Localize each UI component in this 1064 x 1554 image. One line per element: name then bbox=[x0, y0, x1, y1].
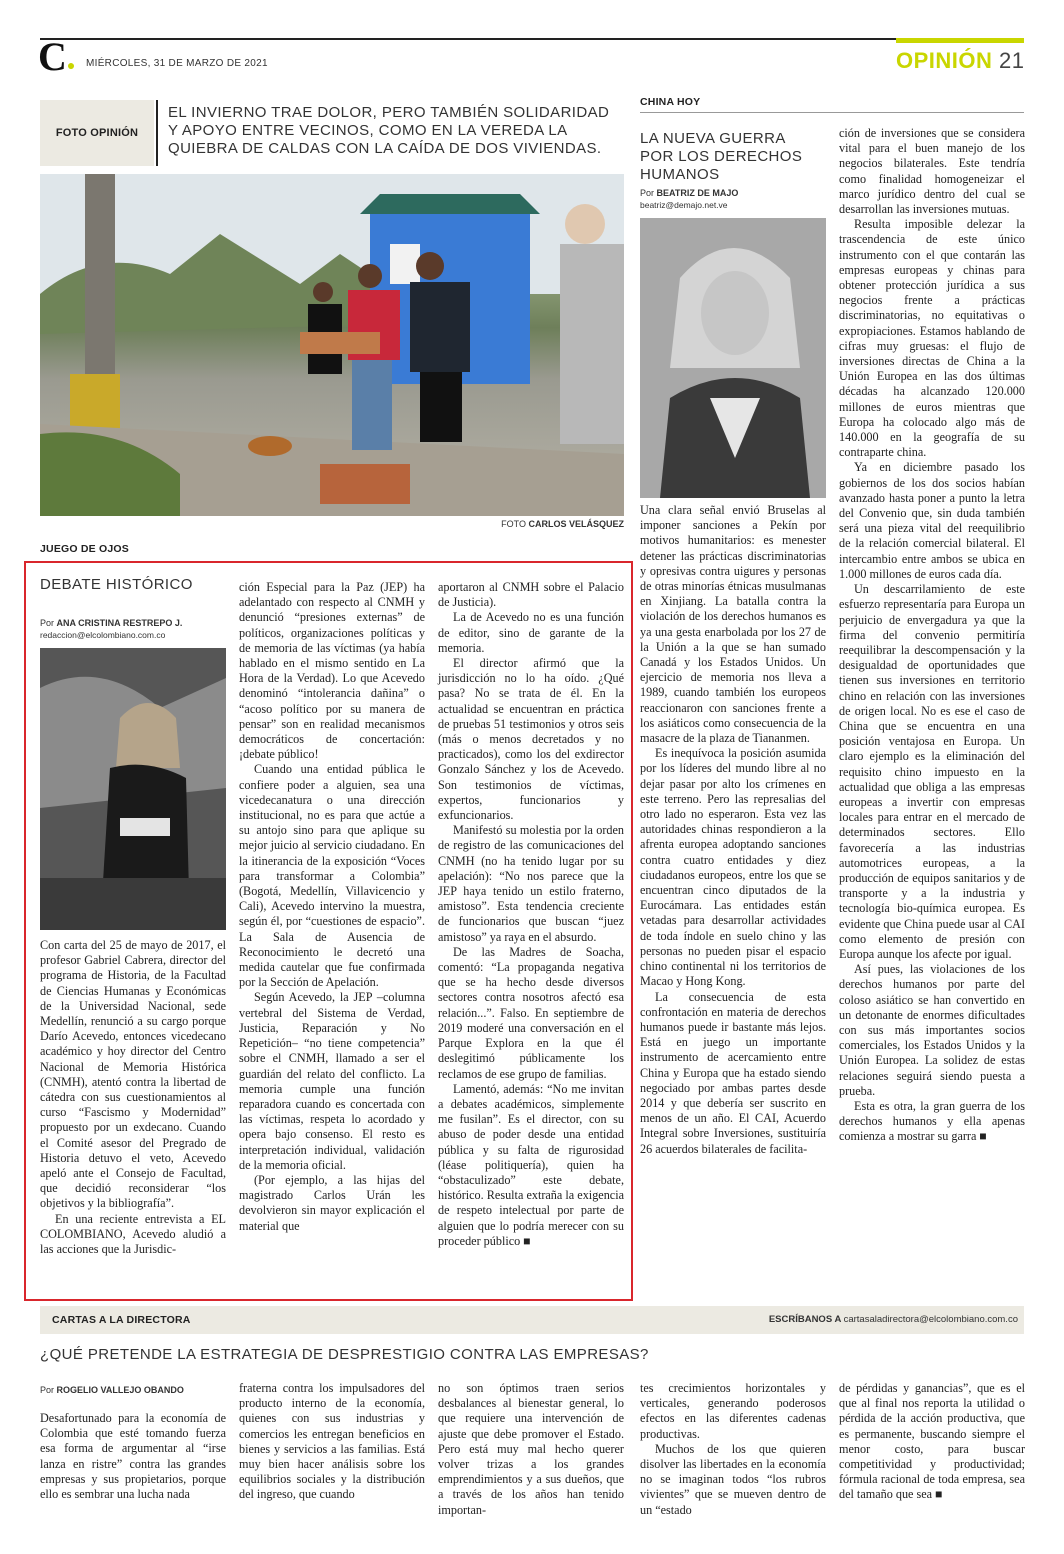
cartas-col2 bbox=[239, 1381, 425, 1503]
china-col1 bbox=[640, 503, 826, 1157]
paragraph: Esta es otra, la gran guerra de los derechos humanos y ella apenas comienza a mostrar su garra ■ bbox=[839, 1099, 1025, 1144]
juego-col1 bbox=[40, 938, 226, 1257]
author-photo-restrepo bbox=[40, 648, 226, 930]
photo-caption: EL INVIERNO TRAE DOLOR, PERO TAMBIÉN SOLIDARIDAD Y APOYO ENTRE VECINOS, COMO EN LA VEREDA LA QUIEBRA DE CALDAS CON LA CAÍDA DE DOS VIVIENDAS. bbox=[168, 104, 610, 157]
juego-section-label: JUEGO DE OJOS bbox=[40, 543, 129, 555]
juego-title: DEBATE HISTÓRICO bbox=[40, 576, 193, 593]
paragraph: de pérdidas y ganancias”, que es el que al final nos reporta la utilidad o pérdida de la acción productiva, que es permanente, buscando siempre el menor costo, para buscar competitividad y productividad; fórmula racional de toda empresa, sea del tamaño que sea ■ bbox=[839, 1381, 1025, 1502]
china-col2 bbox=[839, 126, 1025, 1145]
china-rule bbox=[640, 112, 1024, 113]
paragraph: Es inequívoca la posición asumida por los líderes del mundo libre al no dejar pasar por alto los crímenes en este terreno. Pero las represalias del otro lado no esperaron. Esta vez las autoridades chinas respondieron a la afrenta europea adoptando sanciones contra cuatro entidades y diez ciudadanos europeos, entre los que se encuentran cinco diputados de la Eurocámara. Las entidades están vetadas para desarrollar actividades de toda índole en suelo chino y las personas no pueden pisar el espacio chino continental ni los territorios de Macao y Hong Kong. bbox=[640, 746, 826, 989]
caption-divider bbox=[156, 100, 158, 166]
juego-byline: Por ANA CRISTINA RESTREPO J. bbox=[40, 618, 183, 628]
paragraph: Muchos de los que quieren disolver las libertades en la economía no se imaginan todos “los rubros vivientes” que se mueven dentro de un “estado bbox=[640, 1441, 826, 1517]
paragraph: aportaron al CNMH sobre el Palacio de Justicia). bbox=[438, 580, 624, 610]
paragraph: El director afirmó que la jurisdicción no lo ha oído. ¿Qué pasa? No se trata de él. En la actualidad se encuentran en práctica de pruebas 51 testimonios y otros seis (más o menos decretados y no practicados), como los del exdirector Gonzalo Sánchez y los de Acevedo. Son testimonios de víctimas, expertos, funcionarios y exfuncionarios. bbox=[438, 656, 624, 823]
paragraph: Desafortunado para la economía de Colombia que esté tomando fuerza esa forma de argumentar al “irse lanza en ristre” contra las grandes empresas y sus propietarios, porque ello es sembrar una lucha nada bbox=[40, 1411, 226, 1502]
paragraph: En una reciente entrevista a EL COLOMBIANO, Acevedo aludió a las acciones que la Jurisdic- bbox=[40, 1211, 226, 1257]
paragraph: fraterna contra los impulsadores del producto interno de la economía, quienes con sus industrias y comercios les entregan beneficios en bienes y servicios a las familias. Está muy bien hacer análisis sobre los equilibrios sociales y la distribución del ingreso, que cuando bbox=[239, 1381, 425, 1502]
juego-col2 bbox=[239, 580, 425, 1234]
paragraph: Manifestó su molestia por la orden de registro de las comunicaciones del CNMH (no ha tenido lugar por su apelación): “No nos parece que la JEP haya tenido un estilo fraterno, amistoso”. Esta tendencia creciente de funcionarios que buscan “juez amistoso” ya raya en el absurdo. bbox=[438, 823, 624, 944]
issue-date: MIÉRCOLES, 31 DE MARZO DE 2021 bbox=[86, 58, 268, 69]
paragraph: tes crecimientos horizontales y verticales, generando poderosos efectos en las diferentes cadenas productivas. bbox=[640, 1381, 826, 1441]
paragraph: Así pues, las violaciones de los derechos humanos por parte del coloso asiático se han convertido en un detonante de enormes dificultades con sus más importantes socios comerciales, los Estados Unidos y la Unión Europea. La solidez de estas relaciones seguirá siendo puesta a prueba. bbox=[839, 962, 1025, 1098]
cartas-write-to: ESCRÍBANOS A cartasaladirectora@elcolombiano.com.co bbox=[768, 1314, 1018, 1325]
paragraph: (Por ejemplo, a las hijas del magistrado Carlos Urán les devolvieron sin mayor explicación el material que bbox=[239, 1172, 425, 1233]
cartas-section-label: CARTAS A LA DIRECTORA bbox=[52, 1314, 191, 1326]
paragraph: Una clara señal envió Bruselas al imponer sanciones a Pekín por motivos humanitarios: es menester detener las prácticas discriminatorias y opresivas contra uigures y personas de otras minorías étnicas musulmanas en Xinjiang. La batalla contra la violación de los derechos humanos es ya una gesta enarbolada por los 27 de la Unión a la que se han sumado Canadá y los Estados Unidos. Un ejercicio de memoria nos lleva a 1989, cuando también los europeos reaccionaron con sanciones frente a los asiáticos como consecuencia de la masacre de la plaza de Tiananmen. bbox=[640, 503, 826, 746]
cartas-col1 bbox=[40, 1411, 226, 1502]
cartas-col5 bbox=[839, 1381, 1025, 1503]
cartas-col3 bbox=[438, 1381, 624, 1518]
cartas-col4 bbox=[640, 1381, 826, 1518]
cartas-email-link[interactable]: cartasaladirectora@elcolombiano.com.co bbox=[843, 1314, 1018, 1325]
paragraph: Resulta imposible delezar la trascendencia de este único instrumento con el que contarán las empresas europeas y chinas para obtener protección jurídica a sus negocios frente a prácticas discriminatorias, no equitativas o expropiaciones. Estamos hablando de cifras muy gruesas: el flujo de inversiones directas de China a la Unión Europea en las dos últimas décadas ha alcanzado 120.000 millones de euros mientras que Europa ha colocado algo más de 140.000 en la geografía de su contraparte china. bbox=[839, 217, 1025, 460]
paragraph: ción de inversiones que se considera vital para el buen manejo de los negocios bilaterales. Este tendría como finalidad homogeneizar el marco jurídico dentro del cual se desarrollan las inversiones mutuas. bbox=[839, 126, 1025, 217]
header-rule bbox=[40, 38, 1024, 40]
juego-email: redaccion@elcolombiano.com.co bbox=[40, 630, 166, 640]
paragraph: Cuando una entidad pública le confiere poder a alguien, sea una vicedecanatura o una dirección institucional, no es para que actúe a su antojo sino para que aplique su mejor juicio al servicio ciudadano. En la itinerancia de la exposición “Voces para transformar a Colombia” (Bogotá, Medellín, Villavicencio y Cali), Acevedo intervino la muestra, según él, por “cuestiones de espacio”. La Sala de Ausencia de Reconocimiento le decretó una medida cautelar que fue confirmada por la Sección de Apelación. bbox=[239, 762, 425, 990]
china-email: beatriz@demajo.net.ve bbox=[640, 200, 728, 210]
china-title: LA NUEVA GUERRA POR LOS DERECHOS HUMANOS bbox=[640, 130, 803, 183]
china-section-label: CHINA HOY bbox=[640, 96, 701, 108]
juego-col3 bbox=[438, 580, 624, 1249]
paragraph: La de Acevedo no es una función de editor, sino de garante de la memoria. bbox=[438, 610, 624, 655]
paragraph: Ya en diciembre pasado los gobiernos de los dos socios habían avanzado hasta poner a punto la letra del Convenio que, sin duda también será una pieza vital del reequilibrio de la relación comercial bilateral. El intercambio entre ambos se ubica en 1.000 millones de euros cada día. bbox=[839, 460, 1025, 581]
foto-opinion-label: FOTO OPINIÓN bbox=[55, 127, 139, 139]
china-byline: Por BEATRIZ DE MAJO bbox=[640, 188, 739, 198]
paragraph: Según Acevedo, la JEP –columna vertebral del Sistema de Verdad, Justicia, Reparación y No Repetición– “no tiene competencia” sobre el CNMH, llamado a ser el guardián del relato del conflicto. La memoria cumple una función reparadora cuando es concertada con las víctimas, respeta lo acordado y opera bajo consenso. El resto es interpretación individual, validación de la memoria oficial. bbox=[239, 990, 425, 1172]
news-photo bbox=[40, 174, 624, 516]
author-photo-demajo bbox=[640, 218, 826, 498]
paragraph: no son óptimos traen serios desbalances al bienestar general, lo que requiere una intervención de ajuste que debe promover el Estado. Pero está muy mal hecho querer volver trizas a los grandes emprendimientos y a sus dueños, que a través de los años han tenido importan- bbox=[438, 1381, 624, 1517]
paragraph: Un descarrilamiento de este esfuerzo representaría para Europa un perjuicio de envergadura ya que la firma del convenio permitiría reequilibrar la descompensación y la desigualdad de oportunidades que tienen sus inversiones en territorio chino en relación con las inversiones de origen local. No es ese el caso de China que se encuentra en una posición ventajosa en Europa. Un claro ejemplo es la eliminación del requisito chino impuesto en la actualidad que obliga a las empresas europeas a invertir con empresas locales para entrar en el mercado de determinados sectores. Ello favorecería a las industrias automotrices europeas, a la producción de equipos sanitarios y de transporte y a la industria y tecnología bio-química europea. Es evidente que China puede usar al CAI como elemento de presión con Europa aunque los afecte por igual. bbox=[839, 582, 1025, 961]
logo: C● bbox=[38, 34, 76, 79]
section-title: OPINIÓN 21 bbox=[896, 48, 1025, 73]
foto-opinion-label-box bbox=[40, 100, 154, 166]
header-accent-bar bbox=[896, 38, 1024, 43]
paragraph: ción Especial para la Paz (JEP) ha adelantado con respecto al CNMH y denunció “presiones externas” de políticos, organizaciones políticas y de memoria de las víctimas (ya había hablado en el mismo sentido en La Hora de la Verdad). Lo que Acevedo denominó “intolerancia dañina” o “acoso político por su manera de pensar” son en realidad mecanismos democráticos de concertación: ¡debate público! bbox=[239, 580, 425, 762]
paragraph: Con carta del 25 de mayo de 2017, el profesor Gabriel Cabrera, director del programa de Historia, de la Facultad de Ciencias Humanas y Económicas de la Universidad Nacional, sede Medellín, renunció a su cargo porque Darío Acevedo, entonces vicedecano académico y hoy director del Centro Nacional de Memoria Histórica (CNMH), atentó contra la libertad de cátedra con sus cuestionamientos al curso “Fascismo y Modernidad” propuesto por un exdecano. Cuando el Comité asesor del Pregrado de Historia detuvo el veto, Acevedo apeló ante el Consejo de Facultad, que decidió reconsiderar “los objetivos y la bibliografía”. bbox=[40, 938, 226, 1211]
photo-scene bbox=[40, 174, 624, 516]
paragraph: Lamentó, además: “No me invitan a debates académicos, simplemente me fusilan”. Es el director, con su abuso de poder desde una entidad pública y su falta de rigurosidad (léase politiquería), quien ha “obstaculizado” este debate, histórico. Resulta extraña la exigencia de respeto intelectual por parte de alguien que lo podría merecer con su proceder público ■ bbox=[438, 1081, 624, 1248]
cartas-title: ¿QUÉ PRETENDE LA ESTRATEGIA DE DESPRESTIGIO CONTRA LAS EMPRESAS? bbox=[40, 1346, 649, 1363]
cartas-byline: Por ROGELIO VALLEJO OBANDO bbox=[40, 1385, 184, 1395]
photo-credit: FOTO CARLOS VELÁSQUEZ bbox=[501, 519, 624, 529]
paragraph: La consecuencia de esta confrontación en materia de derechos humanos puede ir bastante más lejos. Está en juego un importante instrumento de acercamiento entre China y Europa que ha estado siendo negociado por ambas partes desde 2014 y que debería ser suscrito en menos de un año. El CAI, Acuerdo Integral sobre Inversiones, sustituiría 26 acuerdos bilaterales de facilita- bbox=[640, 989, 826, 1156]
paragraph: De las Madres de Soacha, comentó: “La propaganda negativa que se ha hecho desde diversos sectores contra nosotros afectó esa relación...”. Falso. En septiembre de 2019 moderé una conversación en el Parque Explora en la que él deslegitimó públicamente los reclamos de ese grupo de familias. bbox=[438, 944, 624, 1081]
